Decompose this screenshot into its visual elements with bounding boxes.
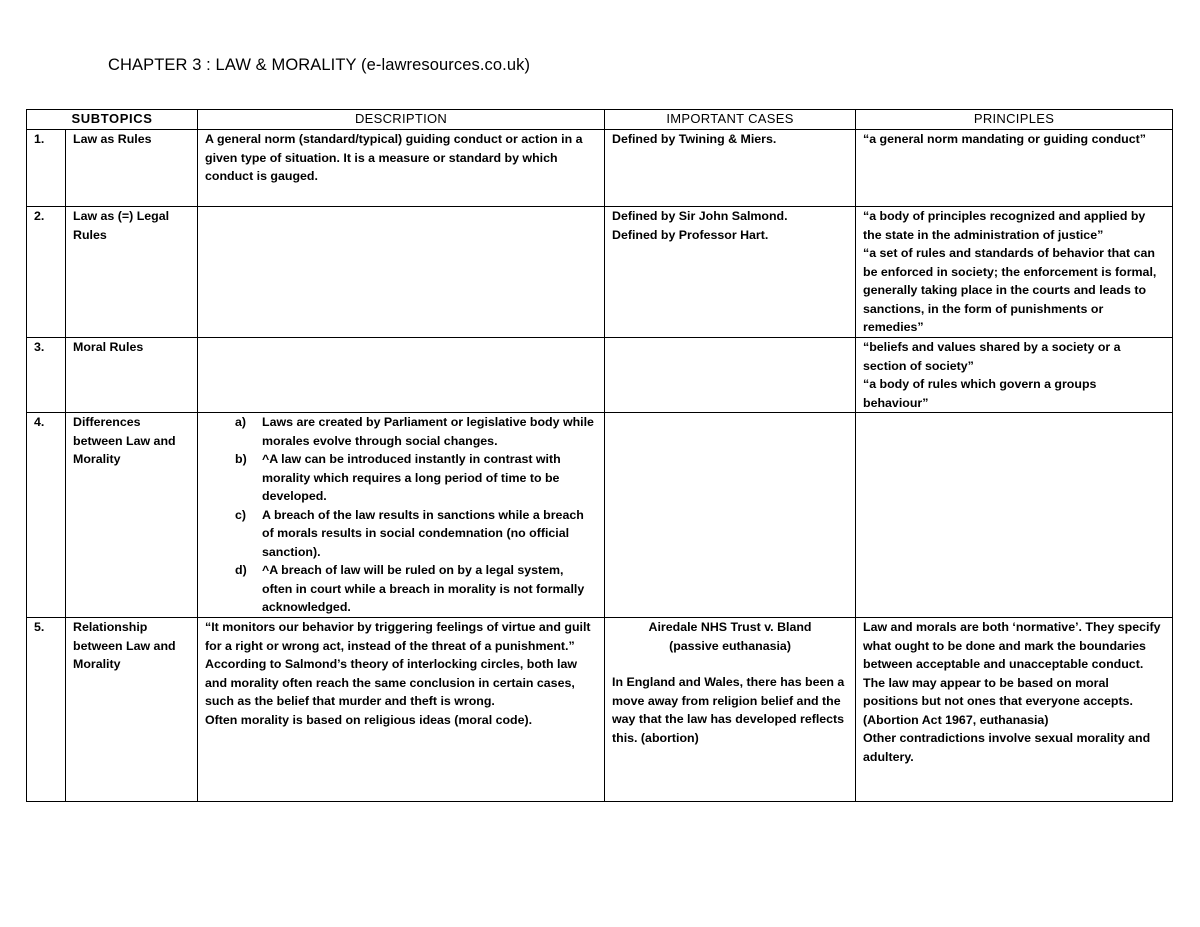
description-paragraph: Often morality is based on religious ideas (moral code).	[205, 712, 533, 727]
subtopic-cell: Relationship between Law and Morality	[66, 618, 198, 802]
list-item-text: A breach of the law results in sanctions while a breach of morals results in social condemnation (no official sanction).	[262, 507, 584, 559]
description-cell: A general norm (standard/typical) guiding conduct or action in a given type of situation. It is a measure or standard by which conduct is gauged.	[198, 130, 605, 207]
principles-cell	[856, 413, 1173, 618]
principle-line: Law and morals are both ‘normative’. They specify what ought to be done and mark the boundaries between acceptable and unacceptable conduct.	[863, 620, 1161, 671]
description-cell	[198, 207, 605, 338]
principle-line: “a body of principles recognized and applied by the state in the administration of justice”	[863, 209, 1146, 242]
case-subtitle: (passive euthanasia)	[669, 638, 791, 653]
table-row	[27, 207, 1173, 338]
table-row	[27, 413, 1173, 618]
cases-cell	[605, 618, 856, 802]
list-marker: d)	[235, 563, 247, 577]
list-item-text: Laws are created by Parliament or legislative body while morales evolve through social changes.	[262, 415, 594, 448]
principles-cell	[856, 130, 1173, 207]
cases-cell	[605, 130, 856, 207]
case-title: Airedale NHS Trust v. Bland	[648, 620, 812, 634]
header-row	[27, 110, 1173, 130]
case-line: Defined by Twining & Miers.	[612, 132, 777, 146]
row-number: 4.	[27, 413, 66, 618]
cases-cell	[605, 207, 856, 338]
principle-line: “a set of rules and standards of behavior that can be enforced in society; the enforcement is formal, generally taking place in the courts and leads to sanctions, in the form of punishments or remedies”	[863, 246, 1157, 334]
list-item	[205, 506, 597, 562]
list-item	[205, 450, 597, 506]
principle-line: “beliefs and values shared by a society or a section of society”	[863, 340, 1121, 373]
page-title: CHAPTER 3 : LAW & MORALITY (e-lawresources.co.uk)	[108, 56, 531, 74]
description-cell	[198, 338, 605, 413]
list-item-text: ^A breach of law will be ruled on by a legal system, often in court while a breach in morality is not formally acknowledged.	[262, 563, 585, 614]
principle-line: Other contradictions involve sexual morality and adultery.	[863, 731, 1151, 764]
subtopic-cell: Differences between Law and Morality	[66, 413, 198, 618]
principles-cell	[856, 618, 1173, 802]
subtopic-cell: Law as Rules	[66, 130, 198, 207]
table-row	[27, 618, 1173, 802]
principle-line: “a body of rules which govern a groups behaviour”	[863, 377, 1097, 410]
law-morality-table	[26, 109, 1173, 802]
header-principles: PRINCIPLES	[856, 110, 1173, 130]
subtopic-cell: Moral Rules	[66, 338, 198, 413]
list-marker: b)	[235, 452, 247, 466]
principles-cell	[856, 338, 1173, 413]
description-cell	[198, 413, 605, 618]
cases-cell	[605, 413, 856, 618]
list-item-text: ^A law can be introduced instantly in contrast with morality which requires a long period of time to be developed.	[262, 452, 561, 503]
row-number: 1.	[27, 130, 66, 207]
row-number: 3.	[27, 338, 66, 413]
header-important-cases: IMPORTANT CASES	[605, 110, 856, 130]
header-subtopics: SUBTOPICS	[27, 110, 198, 130]
list-item	[205, 561, 597, 617]
table-row	[27, 338, 1173, 413]
principle-line: “a general norm mandating or guiding conduct”	[863, 132, 1146, 146]
case-line: Defined by Professor Hart.	[612, 227, 769, 242]
list-marker: a)	[235, 415, 247, 429]
differences-list	[205, 413, 597, 617]
header-description: DESCRIPTION	[198, 110, 605, 130]
description-paragraph: “It monitors our behavior by triggering feelings of virtue and guilt for a right or wrong act, instead of the threat of a punishment.” According to Salmond’s theory of interlocking circles, both law and morality often reach the same conclusion in certain cases, such as the belief that murder and theft is wrong.	[205, 620, 591, 708]
principle-line: The law may appear to be based on moral positions but not ones that everyone accepts. (Abortion Act 1967, euthanasia)	[863, 675, 1133, 727]
cases-cell	[605, 338, 856, 413]
row-number: 5.	[27, 618, 66, 802]
list-marker: c)	[235, 507, 247, 522]
row-number: 2.	[27, 207, 66, 338]
list-item	[205, 413, 597, 450]
case-note: In England and Wales, there has been a move away from religion belief and the way that the law has developed reflects this. (abortion)	[612, 675, 845, 745]
spacer	[612, 655, 848, 673]
description-cell	[198, 618, 605, 802]
principles-cell	[856, 207, 1173, 338]
subtopic-cell: Law as (=) Legal Rules	[66, 207, 198, 338]
case-line: Defined by Sir John Salmond.	[612, 209, 788, 223]
table-row	[27, 130, 1173, 207]
